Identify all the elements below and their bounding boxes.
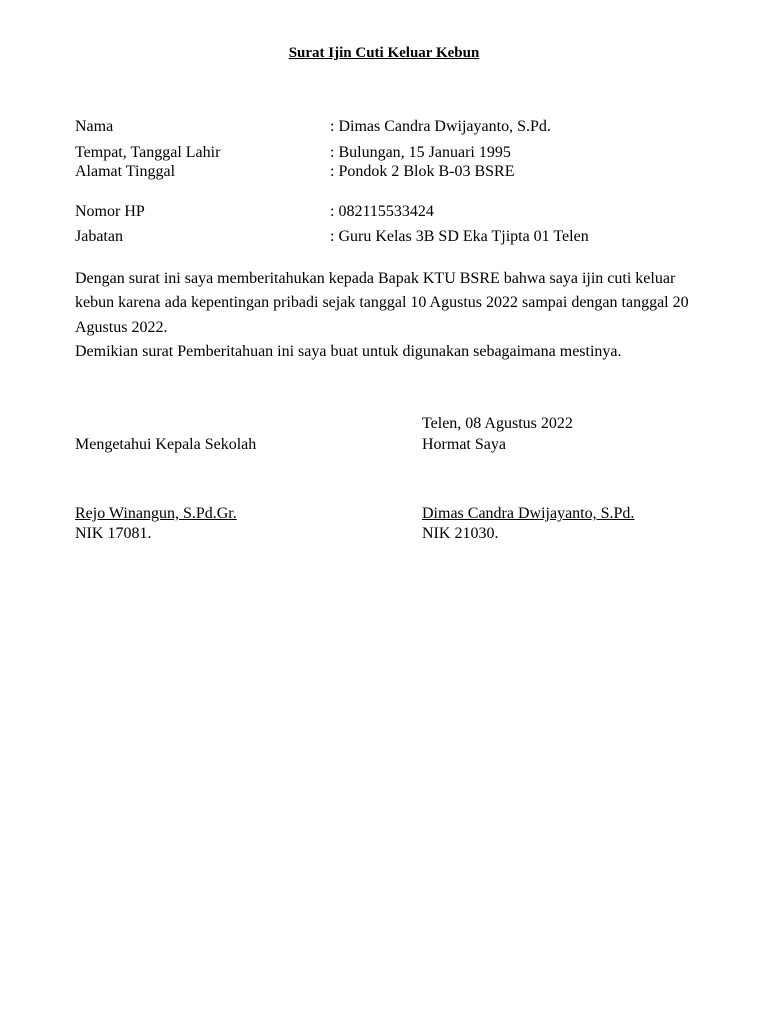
place-date: Telen, 08 Agustus 2022 xyxy=(422,415,573,432)
left-signer-nik: NIK 17081. xyxy=(75,525,152,542)
field-label-jabatan: Jabatan xyxy=(75,228,123,245)
left-signer-name: Rejo Winangun, S.Pd.Gr. xyxy=(75,505,237,522)
field-value-tempat-tanggal-lahir: : Bulungan, 15 Januari 1995 xyxy=(330,144,511,161)
letter-body xyxy=(75,267,715,364)
left-signature-heading: Mengetahui Kepala Sekolah xyxy=(75,436,257,453)
right-signer-nik: NIK 21030. xyxy=(422,525,499,542)
field-value-jabatan: : Guru Kelas 3B SD Eka Tjipta 01 Telen xyxy=(330,228,589,245)
field-label-nomor-hp: Nomor HP xyxy=(75,203,145,220)
field-value-nomor-hp: : 082115533424 xyxy=(330,203,434,220)
field-value-alamat-tinggal: : Pondok 2 Blok B-03 BSRE xyxy=(330,163,515,180)
body-paragraph: Dengan surat ini saya memberitahukan kepada Bapak KTU BSRE bahwa saya ijin cuti keluar kebun karena ada kepentingan pribadi sejak tanggal 10 Agustus 2022 sampai dengan tanggal 20 Agustus 2022. xyxy=(75,270,689,336)
closing-paragraph: Demikian surat Pemberitahuan ini saya buat untuk digunakan sebagaimana mestinya. xyxy=(75,342,622,360)
letter-title: Surat Ijin Cuti Keluar Kebun xyxy=(288,45,480,61)
field-label-nama: Nama xyxy=(75,118,114,135)
right-signature-heading: Hormat Saya xyxy=(422,436,506,453)
field-label-tempat-tanggal-lahir: Tempat, Tanggal Lahir xyxy=(75,144,221,161)
field-value-nama: : Dimas Candra Dwijayanto, S.Pd. xyxy=(330,118,551,135)
field-label-alamat-tinggal: Alamat Tinggal xyxy=(75,163,176,180)
right-signer-name: Dimas Candra Dwijayanto, S.Pd. xyxy=(422,505,635,522)
